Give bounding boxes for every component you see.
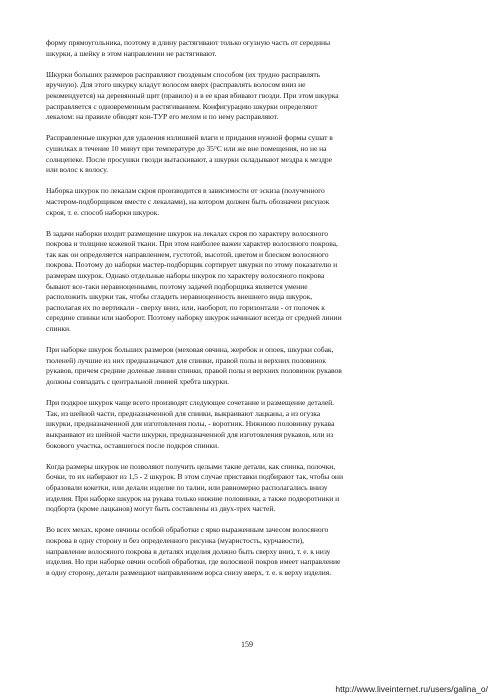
page-number: 159 — [241, 640, 253, 649]
text-line: середине спинки или наоборот. Поэтому наборку шкурок начинают всегда от средней линии — [46, 313, 342, 323]
text-line: направление волосяного покрова в деталях изделия должно быть сверху вниз, т. е. к низу — [46, 546, 331, 556]
paragraph — [46, 70, 466, 123]
text-line: подборта (кроме лацканов) могут быть составлены из двух-трех частей. — [46, 504, 276, 514]
text-line: расположить шкурки так, чтобы сгладить неравноценность внешнего вида шкурок, — [46, 292, 313, 302]
text-line: Наборка шкурок по лекалам скроя производится в зависимости от эскиза (полученного — [46, 186, 325, 196]
text-line: должны совпадать с центральной линией хребта шкурки. — [46, 377, 229, 386]
text-line: бывают все-таки неравноценными, поэтому задачей подборщика является умение — [46, 281, 308, 291]
text-line: При подкрое шкурок чаще всего производят следующее сочетание и размещение деталей. — [46, 398, 335, 408]
text-line: скроя, т. е. способ наборки шкурок. — [46, 207, 160, 217]
text-line: Шкурки больших размеров расправляют гвоздевым способом (их трудно расправлять — [46, 69, 321, 79]
text-line: выкраивают из шейной части шкурки, предназначенной для изготовления рукавов, или из — [46, 429, 334, 439]
text-line: изделия. При наборке шкурок на рукава только нижние половинки, а также подворотники и — [46, 493, 340, 503]
document-page — [46, 38, 466, 589]
text-line: покрова в одну сторону и без определенного рисунка (муаристость, курчавости), — [46, 535, 304, 545]
paragraph — [46, 229, 466, 335]
text-line: шкурки, а шейку в этом направлении не растягивают. — [46, 48, 217, 58]
text-line: расправляется с одновременным растягиванием. Конфигурацию шкурки определяют — [46, 101, 318, 111]
text-line: образовали кокетки, или делали изделие по талии, или равномерно располагались внизу — [46, 482, 328, 492]
paragraph — [46, 525, 466, 578]
text-line: так как он определяется направлением, густотой, высотой, цветом и блеском волосяного — [46, 249, 329, 259]
text-line: изделия. Но при наборке овчин особой обработки, где волосяной покров имеет направление — [46, 557, 341, 567]
text-line: покрова. Поэтому до наборки мастер-подборщик сортирует шкурки по этому показателю и — [46, 260, 338, 270]
text-line: располагая их по вертикали - сверху вниз, или, наоборот, по горизонтали - от полочек к — [46, 302, 325, 312]
text-line: тюленей) лучшие из них предназначают для спинки, правой полы и верхних половинок — [46, 355, 326, 365]
text-line: в одну сторону, детали размещают направлением ворса снизу вверх, т. е. к верху изделия. — [46, 567, 332, 577]
text-line: В задачи наборки входит размещение шкурок на лекалах скроя по характеру волосяного — [46, 228, 328, 238]
text-line: рукавов, причем средние доленые линии спинки, правой полы и верхних половинок рукавов — [46, 366, 342, 376]
text-line: Когда размеры шкурок не позволяют получить целыми такие детали, как спинка, полочки, — [46, 461, 336, 471]
text-line: Расправленные шкурки для удаления излишней влаги и придания нужной формы сушат в — [46, 133, 333, 143]
source-url[interactable]: http://www.liveinternet.ru/users/galina_o/ — [335, 684, 488, 694]
text-line: размерам шкурок. Однако отдельные наборы шкурок по характеру волосяного покрова — [46, 271, 325, 281]
text-line: или волос к волосу. — [46, 165, 108, 175]
text-line: шкурки, предназначенной для изготовления полы, - воротник. Нижнюю половинку рукава — [46, 419, 335, 429]
text-line: форму прямоугольника, поэтому в длину растягивают только огузную часть от середины — [46, 38, 331, 47]
paragraph — [46, 398, 466, 451]
text-line: бокового участка, оставшегося после подкроя спинки. — [46, 440, 219, 450]
paragraph — [46, 38, 466, 59]
text-line: При наборке шкурок больших размеров (меховая овчина, жеребок и опоек, шкурки собак, — [46, 345, 334, 355]
paragraph — [46, 345, 466, 387]
text-line: Так, из шейной части, предназначенной для спинки, выкраивают лацканы, а из огузка — [46, 408, 321, 418]
text-line: Во всех мехах, кроме овчины особой обработки с ярко выраженным зачесом волосяного — [46, 525, 329, 535]
text-line: сушилках в течение 10 минут при температуре до 35°С или же вне помещения, но не на — [46, 143, 327, 153]
paragraph — [46, 133, 466, 175]
text-line: бочки, то их набирают из 1,5 - 2 шкурок. В этом случае приставки подбирают так, чтобы они — [46, 472, 343, 482]
paragraph — [46, 186, 466, 218]
paragraph — [46, 462, 466, 515]
text-line: рекомендуется) на деревянный щит (правило) и в ее края вбивают гвозди. При этом шкурка — [46, 90, 339, 100]
text-line: лекалом: на правиле обводят кон-ТУР его мелом и по нему расправляют. — [46, 112, 279, 122]
text-line: солнцепеке. После просушки гвозди вытаскивают, а шкурки складывают мездра к мездре — [46, 154, 332, 164]
text-line: мастером-подборщиком вместе с лекалами), на котором должен быть обозначен рисунок — [46, 196, 330, 206]
text-line: покрова и толщине кожевой ткани. При этом наиболее важен характер волосяного покрова, — [46, 239, 338, 249]
text-line: спинки. — [46, 324, 71, 334]
text-line: вручную). Для этого шкурку кладут волосом вверх (расправлять волосом вниз не — [46, 80, 306, 90]
